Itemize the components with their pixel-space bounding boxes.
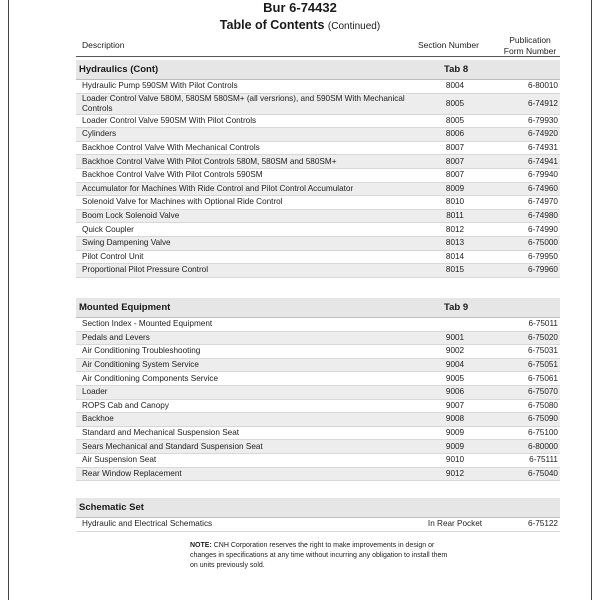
- toc-title: [0, 18, 600, 32]
- toc-row: [76, 169, 560, 183]
- row-section-number: 9012: [445, 468, 465, 478]
- row-form-number: 6-75000: [527, 238, 558, 248]
- row-description: Hydraulic Pump 590SM With Pilot Controls: [82, 81, 238, 91]
- row-form-number: 6-80000: [527, 441, 558, 451]
- toc-row: [76, 210, 560, 224]
- row-section-number: 9009: [445, 441, 465, 451]
- row-section-number: 9004: [445, 360, 465, 370]
- row-description: Standard and Mechanical Suspension Seat: [82, 428, 240, 438]
- row-form-number: 6-74970: [527, 197, 558, 207]
- row-description: Air Conditioning System Service: [82, 360, 199, 370]
- row-form-number: 6-80010: [527, 81, 558, 91]
- row-form-number: 6-75031: [527, 346, 558, 356]
- row-form-number: 6-74920: [527, 129, 558, 139]
- row-section-number: 8010: [445, 197, 465, 207]
- row-description: Loader: [82, 387, 108, 397]
- toc-row: [76, 318, 560, 332]
- row-description: Backhoe Control Valve With Mechanical Controls: [82, 143, 260, 153]
- row-section-number: 8015: [445, 265, 465, 275]
- row-section-number: 9001: [445, 332, 465, 342]
- section-header: [76, 60, 560, 80]
- row-description: Quick Coupler: [82, 224, 134, 234]
- row-section-number: 8012: [445, 224, 465, 234]
- toc-row: [76, 128, 560, 142]
- note-text: CNH Corporation reserves the right to make improvements in design or changes in specifications at any time without incurring any obligation to install them on units previously sold.: [190, 542, 448, 569]
- toc-row: [76, 237, 560, 251]
- row-description: Solenoid Valve for Machines with Optional Ride Control: [82, 197, 283, 207]
- row-description: Rear Window Replacement: [82, 468, 182, 478]
- toc-row: [76, 332, 560, 346]
- row-description: Backhoe: [82, 414, 114, 424]
- row-section-number: 8007: [445, 156, 465, 166]
- section-name: Hydraulics (Cont): [79, 64, 159, 75]
- row-section-number: 9006: [445, 387, 465, 397]
- row-section-number: 8014: [445, 251, 465, 261]
- column-header-pub-line1: Publication: [509, 35, 551, 45]
- toc-row: [76, 345, 560, 359]
- row-form-number: 6-75122: [527, 519, 558, 529]
- row-form-number: 6-75040: [527, 468, 558, 478]
- row-form-number: 6-74990: [527, 224, 558, 234]
- row-section-number: 9005: [445, 373, 465, 383]
- row-description: Backhoe Control Valve With Pilot Controls 580M, 580SM and 580SM+: [82, 156, 337, 166]
- row-section-number: 8006: [445, 129, 465, 139]
- section-tab: Tab 8: [444, 64, 469, 75]
- row-description: Cylinders: [82, 129, 117, 139]
- row-description: Hydraulic and Electrical Schematics: [82, 519, 213, 529]
- row-form-number: 6-79960: [527, 265, 558, 275]
- row-form-number: 6-75070: [527, 387, 558, 397]
- document-title: Bur 6-74432: [263, 0, 337, 15]
- row-form-number: 6-79930: [527, 115, 558, 125]
- section-header: [76, 298, 560, 318]
- toc-row: [76, 155, 560, 169]
- toc-row: [76, 400, 560, 414]
- row-form-number: 6-75080: [527, 400, 558, 410]
- row-section-number: 8009: [445, 183, 465, 193]
- row-form-number: 6-75011: [528, 319, 558, 329]
- column-header-description: Description: [82, 40, 125, 50]
- section-header: [76, 498, 560, 518]
- toc-row: [76, 427, 560, 441]
- row-description: Boom Lock Solenoid Valve: [82, 211, 180, 221]
- toc-row: [76, 468, 560, 482]
- toc-title-text: Table of Contents: [219, 18, 325, 32]
- row-section-number: In Rear Pocket: [427, 519, 483, 529]
- toc-row: [76, 518, 560, 532]
- row-section-number: 8005: [445, 98, 465, 108]
- note: [190, 541, 450, 571]
- row-form-number: 6-75051: [527, 360, 558, 370]
- row-form-number: 6-74912: [527, 98, 558, 108]
- row-form-number: 6-74980: [527, 211, 558, 221]
- column-header-pub-line2: Form Number: [503, 46, 557, 56]
- row-section-number: 8004: [445, 81, 465, 91]
- toc-row: [76, 372, 560, 386]
- toc-row: [76, 454, 560, 468]
- row-form-number: 6-74941: [527, 156, 558, 166]
- row-description: Sears Mechanical and Standard Suspension Seat: [82, 441, 263, 451]
- row-section-number: 8005: [445, 115, 465, 125]
- row-section-number: 8007: [445, 170, 465, 180]
- row-description: Loader Control Valve 590SM With Pilot Controls: [82, 115, 257, 125]
- toc-row: [76, 142, 560, 156]
- row-description: Section Index - Mounted Equipment: [82, 319, 213, 329]
- row-form-number: 6-75020: [527, 332, 558, 342]
- row-form-number: 6-79950: [527, 251, 558, 261]
- toc-section: [76, 498, 560, 532]
- toc-row: [76, 440, 560, 454]
- row-description: Air Conditioning Troubleshooting: [82, 346, 201, 356]
- toc-row: [76, 196, 560, 210]
- row-form-number: 6-74931: [527, 143, 558, 153]
- toc-row: [76, 264, 560, 278]
- note-label: NOTE:: [190, 542, 212, 549]
- row-form-number: 6-74960: [527, 183, 558, 193]
- toc-row: [76, 80, 560, 94]
- toc-section: [76, 298, 560, 481]
- toc-section: [76, 60, 560, 278]
- toc-continued: (Continued): [327, 21, 381, 32]
- row-form-number: 6-75100: [527, 428, 558, 438]
- row-description: Air Conditioning Components Service: [82, 373, 219, 383]
- row-description: Loader Control Valve 580M, 580SM 580SM+ (all versrions), and 590SM With Mechanical Controls: [82, 93, 405, 113]
- toc-row: [76, 359, 560, 373]
- row-section-number: 9009: [445, 428, 465, 438]
- row-form-number: 6-75090: [527, 414, 558, 424]
- toc-row: [76, 94, 560, 115]
- column-header-publication: [500, 35, 560, 57]
- toc-row: [76, 386, 560, 400]
- toc-row: [76, 183, 560, 197]
- row-description: ROPS Cab and Canopy: [82, 400, 169, 410]
- row-description: Pedals and Levers: [82, 332, 150, 342]
- row-description: Accumulator for Machines With Ride Control and Pilot Control Accumulator: [82, 183, 354, 193]
- toc-row: [76, 115, 560, 129]
- row-description: Air Suspension Seat: [82, 455, 157, 465]
- row-description: Backhoe Control Valve With Pilot Controls 590SM: [82, 170, 263, 180]
- header-rule: [76, 56, 560, 57]
- row-form-number: 6-79940: [527, 170, 558, 180]
- row-form-number: 6-75061: [527, 373, 558, 383]
- row-description: Proportional Pilot Pressure Control: [82, 265, 209, 275]
- row-section-number: 8007: [445, 143, 465, 153]
- row-form-number: 6-75111: [529, 455, 558, 465]
- row-description: Swing Dampening Valve: [82, 238, 171, 248]
- section-name: Mounted Equipment: [79, 302, 171, 313]
- row-description: Pilot Control Unit: [82, 251, 144, 261]
- row-section-number: 8013: [445, 238, 465, 248]
- row-section-number: 9010: [445, 455, 465, 465]
- section-name: Schematic Set: [79, 502, 144, 513]
- row-section-number: 9002: [445, 346, 465, 356]
- row-section-number: 9008: [445, 414, 465, 424]
- toc-row: [76, 223, 560, 237]
- row-section-number: 9007: [445, 400, 465, 410]
- toc-row: [76, 251, 560, 265]
- section-tab: Tab 9: [444, 302, 469, 313]
- column-header-section: Section Number: [418, 40, 479, 50]
- row-section-number: 8011: [446, 211, 464, 221]
- toc-row: [76, 413, 560, 427]
